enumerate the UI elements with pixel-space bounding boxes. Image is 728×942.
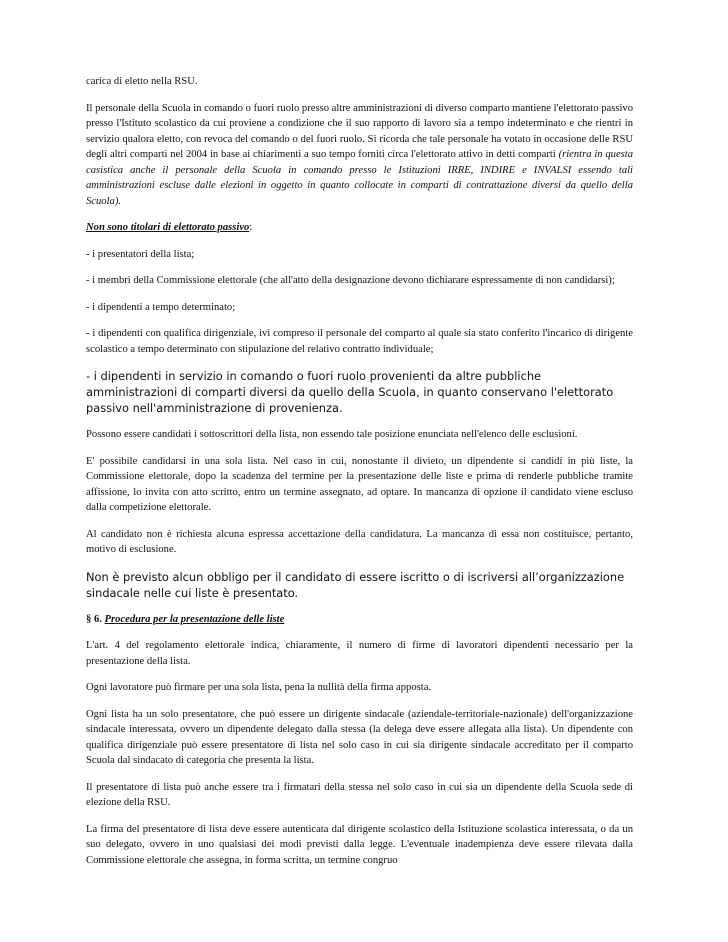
- paragraph-personale-comando: [86, 101, 633, 210]
- heading-elettorato-passivo-colon: :: [249, 222, 253, 233]
- paragraph-personale-comando-text: Il personale della Scuola in comando o fuori ruolo presso altre amministrazioni di diverso comparto mantiene l'elettorato passivo presso l'Istituto scolastico da cui proviene a condizione che il suo rapporto di lavoro sia a tempo indeterminato e che rientri in servizio qualora eletto, con revoca del comando o del fuori ruolo. Si ricorda che tale personale ha votato in occasione delle RSU degli altri comparti nel 2004 in base ai chiarimenti a suo tempo forniti circa l'elettorato attivo in detti comparti: [86, 102, 633, 160]
- paragraph-art-4: L'art. 4 del regolamento elettorale indica, chiaramente, il numero di firme di lavoratori dipendenti necessario per la presentazione della lista.: [86, 640, 633, 667]
- heading-elettorato-passivo-text: Non sono titolari di elettorato passivo: [86, 222, 250, 233]
- paragraph-accettazione: Al candidato non è richiesta alcuna espressa accettazione della candidatura. La mancanza di essa non costituisce, pertanto, motivo di esclusione.: [86, 528, 633, 555]
- list-item-tempo-determinato: - i dipendenti a tempo determinato;: [86, 301, 236, 313]
- paragraph-iscrizione: Non è previsto alcun obbligo per il candidato di essere iscritto o di iscriversi all’organizzazione sindacale nelle cui liste è presentato.: [86, 569, 625, 600]
- section-title: [86, 612, 633, 628]
- list-item-dirigenti: - i dipendenti con qualifica dirigenziale, ivi compreso il personale del comparto al quale sia stato conferito l'incarico di dirigente scolastico a tempo determinato con stipulazione del relativo contratto individuale;: [86, 328, 633, 355]
- list-item-comando-fuori-ruolo: - i dipendenti in servizio in comando o fuori ruolo provenienti da altre pubbliche amministrazioni di comparti diversi da quello della Scuola, in quanto conservano l'elettorato passivo nell'amministrazione di provenienza.: [86, 369, 614, 415]
- paragraph-presentatore-firmatario: Il presentatore di lista può anche essere tra i firmatari della stessa nel solo caso in cui sia un dipendente della Scuola sede di elezione della RSU.: [86, 781, 633, 808]
- paragraph-personale-comando-italic: (rientra in questa casistica anche il personale della Scuola in comando presso le Istituzioni IRRE, INDIRE e INVALSI essendo tali amministrazioni escluse dalle elezioni in oggetto in quanto collocate in comparti di contrattazione diversi da quello della Scuola).: [86, 149, 634, 207]
- paragraph-firma-una-lista: Ogni lavoratore può firmare per una sola lista, pena la nullità della firma apposta.: [86, 682, 432, 693]
- list-item-presentatori: - i presentatori della lista;: [86, 248, 195, 260]
- paragraph-autenticazione: La firma del presentatore di lista deve essere autenticata dal dirigente scolastico della Istituzione scolastica interessata, o da un suo delegato, ovvero in uno qualsiasi dei modi previsti dalla legge. L'eventuale inadempienza deve essere rilevata dalla Commissione elettorale che assegna, in forma scritta, un termine congruo: [86, 823, 633, 866]
- document-page: [86, 74, 633, 879]
- list-item-commissione: - i membri della Commissione elettorale (che all'atto della designazione devono dichiarare espressamente di non candidarsi);: [86, 275, 615, 286]
- paragraph-carica: carica di eletto nella RSU.: [86, 76, 198, 87]
- section-number: § 6.: [86, 613, 105, 625]
- paragraph-sottoscrittori: Possono essere candidati i sottoscrittori della lista, non essendo tale posizione enunciata nell'elenco delle esclusioni.: [86, 429, 578, 440]
- paragraph-presentatore: Ogni lista ha un solo presentatore, che può essere un dirigente sindacale (aziendale-territoriale-nazionale) dell'organizzazione sindacale interessata, ovvero un dipendente delegato dalla stessa (la delega deve essere allegata alla lista). Un dipendente con qualifica dirigenziale può essere presentatore di lista nel solo caso in cui sia dirigente sindacale accreditato per il comparto Scuola dal sindacato di categoria che presenta la lista.: [86, 708, 633, 766]
- section-title-text: Procedura per la presentazione delle liste: [104, 613, 285, 625]
- paragraph-una-sola-lista: E' possibile candidarsi in una sola lista. Nel caso in cui, nonostante il divieto, un dipendente si candidi in più liste, la Commissione elettorale, dopo la scadenza del termine per la presentazione delle liste e prima di renderle pubbliche tramite affissione, lo invita con atto scritto, entro un termine assegnato, ad optare. In mancanza di opzione il candidato viene escluso dalla competizione elettorale.: [86, 455, 633, 513]
- heading-elettorato-passivo: [86, 220, 633, 236]
